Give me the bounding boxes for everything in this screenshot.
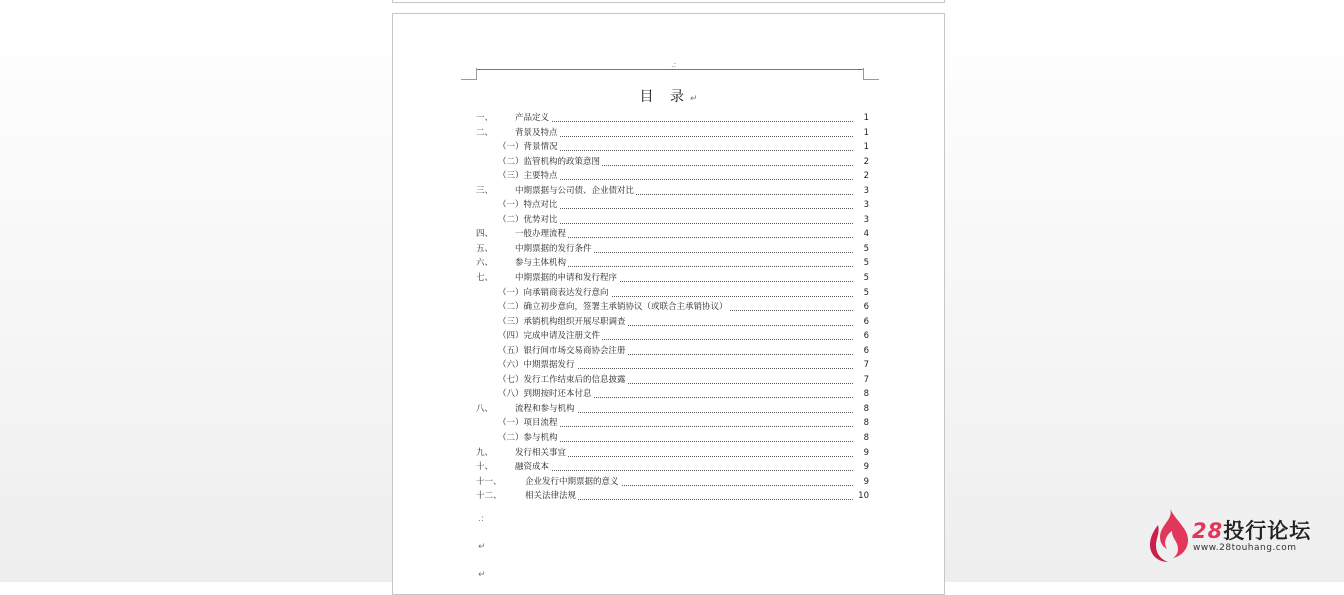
crop-mark-left-h	[461, 79, 477, 80]
toc-entry[interactable]	[476, 446, 869, 461]
toc-entry-page: 3	[863, 214, 869, 225]
toc-entry[interactable]	[476, 489, 869, 504]
crop-mark-left-v	[476, 68, 477, 80]
toc-entry-number: 十二、	[476, 491, 502, 502]
toc-entry-label: 中期票据的发行条件	[515, 242, 594, 257]
paragraph-mark: ↵	[689, 94, 698, 104]
toc-entry-number: 一、	[476, 113, 494, 123]
toc-entry-page: 2	[863, 171, 869, 182]
toc-title	[393, 86, 944, 106]
toc-entry-label: （三）承销机构组织开展尽职调查	[498, 315, 628, 330]
paragraph-mark: ↵	[478, 570, 486, 580]
toc-entry-number: 三、	[476, 185, 494, 196]
paragraph-mark: ↵	[478, 542, 486, 552]
toc-entry[interactable]	[476, 329, 869, 344]
toc-entry-page: 6	[863, 331, 869, 342]
toc-entry-label: 一般办理流程	[515, 227, 568, 242]
toc-entry-page: 7	[863, 360, 869, 371]
toc-entry[interactable]	[476, 300, 869, 315]
toc-entry[interactable]	[476, 256, 869, 271]
toc-entry-label: （八）到期按时还本付息	[498, 387, 594, 402]
toc-dot-leader	[515, 120, 853, 122]
toc-entry-number: 五、	[476, 243, 494, 254]
toc-entry-page: 5	[863, 273, 869, 284]
toc-entry-label: （一）特点对比	[498, 198, 560, 213]
toc-entry-page: 8	[863, 403, 869, 414]
toc-dot-leader	[515, 469, 853, 471]
toc-entry-page: 5	[863, 258, 869, 269]
toc-entry-label: （四）完成申请及注册文件	[498, 329, 602, 344]
document-page[interactable]	[392, 13, 945, 595]
toc-entry[interactable]	[476, 387, 869, 402]
toc-entry-page: 4	[863, 229, 869, 240]
toc-entry-label: （二）监管机构的政策意图	[498, 155, 602, 170]
toc-entry-label: （五）银行间市场交易商协会注册	[498, 344, 628, 359]
toc-entry-label: （三）主要特点	[498, 169, 560, 184]
toc-entry[interactable]	[476, 373, 869, 388]
toc-entry-label: （一）向承销商表达发行意向	[498, 286, 611, 301]
toc-entry-label: 企业发行中期票据的意义	[525, 475, 621, 490]
toc-entry-page: 9	[863, 462, 869, 473]
toc-entry-label: （一）背景情况	[498, 140, 560, 155]
toc-entry[interactable]	[476, 184, 869, 199]
toc-entry[interactable]	[476, 286, 869, 301]
toc-entry[interactable]	[476, 242, 869, 257]
toc-entry[interactable]	[476, 198, 869, 213]
toc-entry-number: 十一、	[476, 476, 502, 487]
watermark-number: 28	[1192, 519, 1224, 543]
toc-entry-label: 背景及特点	[515, 126, 560, 141]
toc-entry-page: 3	[863, 200, 869, 211]
toc-entry-label: （一）项目流程	[498, 416, 560, 431]
toc-title-text: 目 录	[639, 89, 690, 105]
toc-entry[interactable]	[476, 227, 869, 242]
toc-entry[interactable]	[476, 344, 869, 359]
toc-entry-number: 二、	[476, 127, 494, 138]
toc-entry-number: 六、	[476, 258, 494, 269]
toc-entry-page: 1	[863, 127, 869, 138]
toc-entry-page: 2	[863, 156, 869, 167]
toc-entry-page: 8	[863, 389, 869, 400]
watermark-url: www.28touhang.com	[1193, 543, 1297, 553]
toc-entry[interactable]	[476, 460, 869, 475]
toc-entry[interactable]	[476, 271, 869, 286]
toc-entry-page: 5	[863, 243, 869, 254]
toc-entry[interactable]	[476, 169, 869, 184]
toc-entry-label: （六）中期票据发行	[498, 358, 577, 373]
toc-entry-number: 四、	[476, 229, 494, 240]
toc-entry-label: 产品定义	[515, 111, 551, 126]
toc-entry-page: 6	[863, 302, 869, 313]
watermark-name: 投行论坛	[1223, 519, 1312, 543]
toc-entry[interactable]	[476, 111, 869, 126]
toc-entry-page: 5	[863, 287, 869, 298]
toc-entry-page: 8	[863, 433, 869, 444]
toc-entry-number: 十、	[476, 462, 494, 473]
toc-entry-label: 发行相关事宜	[515, 446, 568, 461]
toc-entry-label: （二）确立初步意向，签署主承销协议（或联合主承销协议）	[498, 300, 730, 315]
toc-entry-label: （七）发行工作结束后的信息披露	[498, 373, 628, 388]
toc-entry[interactable]	[476, 402, 869, 417]
toc-entry[interactable]	[476, 213, 869, 228]
toc-entry[interactable]	[476, 475, 869, 490]
toc-entry-page: 7	[863, 374, 869, 385]
toc-entry[interactable]	[476, 155, 869, 170]
toc-entry-page: 6	[863, 345, 869, 356]
toc-entry-label: 中期票据的申请和发行程序	[515, 271, 619, 286]
paragraph-mark: .:	[478, 514, 484, 524]
watermark-title	[1192, 515, 1311, 545]
toc-entry-label: 相关法律法规	[525, 489, 578, 504]
toc-entry-page: 9	[863, 476, 869, 487]
toc-entry-label: 中期票据与公司债、企业债对比	[515, 184, 636, 199]
toc-entry-page: 6	[863, 316, 869, 327]
toc-entry-page: 1	[863, 113, 869, 123]
toc-dot-leader	[515, 135, 853, 137]
toc-entry-page: 3	[863, 185, 869, 196]
toc-entry-page: 8	[863, 418, 869, 429]
toc-entry-page: 10	[858, 491, 869, 502]
toc-entry-label: （二）参与机构	[498, 431, 560, 446]
toc-entry-number: 八、	[476, 403, 494, 414]
toc-entry-number: 九、	[476, 447, 494, 458]
header-paragraph-mark: .:	[671, 60, 677, 69]
toc-entry-label: （二）优势对比	[498, 213, 560, 228]
toc-entry[interactable]	[476, 431, 869, 446]
toc-entry-number: 七、	[476, 273, 494, 284]
toc-entry[interactable]	[476, 315, 869, 330]
flame-icon	[1148, 507, 1190, 563]
site-watermark	[1146, 505, 1326, 565]
crop-mark-right-h	[863, 79, 879, 80]
toc-entry-label: 参与主体机构	[515, 256, 568, 271]
toc-entry-page: 9	[863, 447, 869, 458]
toc-entry-page: 1	[863, 142, 869, 153]
header-rule	[477, 69, 863, 70]
crop-mark-right-v	[863, 68, 864, 80]
toc-entry[interactable]	[476, 416, 869, 431]
toc-entry-label: 融资成本	[515, 460, 551, 475]
toc-list	[476, 111, 869, 504]
toc-entry[interactable]	[476, 140, 869, 155]
toc-entry[interactable]	[476, 358, 869, 373]
previous-page-edge	[392, 0, 945, 3]
toc-entry-label: 流程和参与机构	[515, 402, 577, 417]
toc-entry[interactable]	[476, 126, 869, 141]
